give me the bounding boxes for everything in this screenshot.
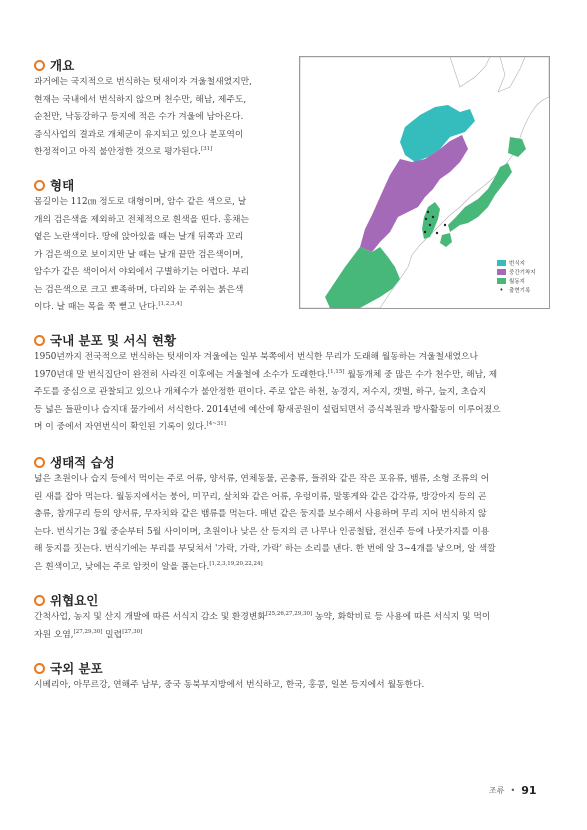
wintering-hokkaido	[508, 137, 526, 157]
section-bullet-icon	[34, 595, 45, 606]
legend-item-breeding: 번식지	[497, 258, 536, 267]
ecology-paragraph: 넓은 초원이나 습지 등에서 먹이는 주로 어류, 양서류, 연체동물, 곤충류, 들쥐와 같은 작은 포유류, 뱀류, 소형 조류의 어 린 새를 잡아 먹는다. 월동지에서는 붕어, 미꾸리, 살치와 같은 어류, 우렁이류, 말똥게와 같은 갑각류, 방강아지 등의 곤 충류, 참개구리 등의 양서류, 무자치와 같은 뱀류를 먹는다. 매년 같은 둥지를 보수해서 사용하며 무리 지어 번식하지 않 는다. 번식기는 3월 중순부터 5월 사이이며, 초원이나 낮은 산 등지의 큰 나무나 인공철탑, 전신주 등에 나뭇가지를 이용 해 둥지를 짓는다. 번식기에는 부리를 부딪쳐서 '가락, 가락, 가락' 하는 소리를 낸다. 한 번에 알 3~4개를 낳으며, 알 색깔 은 흰색이고, 낮에는 주로 암컷이 알을 품는다.[1,2,3,19,20,22,24]	[34, 474, 496, 572]
legend-swatch	[497, 260, 506, 266]
citation: [1,2,3,4]	[158, 301, 182, 308]
citation: [4~31]	[206, 421, 226, 428]
legend-swatch	[497, 269, 506, 275]
section-bullet-icon	[34, 180, 45, 191]
legend-swatch	[497, 278, 506, 284]
citation: [1,15]	[328, 368, 345, 375]
section-bullet-icon	[34, 663, 45, 674]
domestic-paragraph: 1950년까지 전국적으로 번식하는 텃새이자 겨울에는 일부 북쪽에서 번식한 무리가 도래해 월동하는 겨울철새였으나 1970년대 말 번식집단이 완전히 사라진 이후에는 겨울철에 소수가 도래한다.[1,15] 월동개체 중 많은 수가 천수만, 해남, 제 주도를 중심으로 관찰되고 있으나 개체수가 불안정한 편이다. 주로 얕은 하천, 농경지, 저수지, 갯벌, 하구, 늪지, 초습지 등 넓은 들판이나 습지대 물가에서 서식한다. 2014년에 예산에 황새공원이 설립되면서 증식복원과 방사활동이 이루어졌으 며 이 중에서 자연번식이 확인된 기록이 있다.[4~31]	[34, 352, 501, 432]
citation: [1,2,3,19,20,22,24]	[209, 560, 263, 567]
record-dot-icon: •	[499, 285, 504, 294]
citation: [25,26,27,29,30]	[265, 611, 313, 618]
footer-separator: •	[510, 786, 516, 795]
overview-paragraph: 과거에는 국지적으로 번식하는 텃새이자 겨울철새였지만, 현재는 국내에서 번식하지 않으며 천수만, 해남, 제주도, 순천만, 낙동강하구 등지에 적은 수가 겨울에 남아온다. 증식사업의 결과로 개체군이 유지되고 있으나 분포역이 한정적이고 아직 불안정한 것으로 평가된다.[31]	[34, 77, 252, 157]
section-title-overview: 개요	[34, 56, 74, 74]
section-title-domestic: 국내 분포 및 서식 현황	[34, 331, 176, 349]
page-number: 91	[521, 784, 537, 797]
morphology-paragraph: 몸길이는 112㎝ 정도로 대형이며, 암수 같은 색으로, 날 개의 검은색을 제외하고 전체적으로 흰색을 띤다. 홍채는 옅은 노란색이다. 땅에 앉아있을 때는 날개 뒤쪽과 꼬리 가 검은색으로 보이지만 날 때는 날개 끝만 검은색이며, 암수가 같은 색이어서 야외에서 구별하기는 어렵다. 부리 는 검은색으로 크고 뾰족하며, 다리와 눈 주위는 붉은색 이다. 날 때는 목을 쭉 뻗고 난다.[1,2,3,4]	[34, 197, 250, 312]
section-bullet-icon	[34, 335, 45, 346]
footer-section: 조류	[489, 786, 505, 795]
wintering-kyushu	[440, 233, 452, 247]
citation: [27,29,30]	[73, 628, 103, 635]
threats-paragraph: 간척사업, 농지 및 산지 개발에 따른 서식지 감소 및 환경변화[25,26,27,29,30] 농약, 화학비료 등 사용에 따른 서식지 및 먹이 자원 오염,[27,29,30] 밀렵[27,30]	[34, 611, 491, 640]
section-bullet-icon	[34, 457, 45, 468]
section-title-ecology: 생태적 습성	[34, 453, 115, 471]
section-title-morphology: 형태	[34, 176, 74, 194]
legend-item-stopover: 중간기착지	[497, 267, 536, 276]
section-title-overseas: 국외 분포	[34, 659, 103, 677]
legend-item-records: • 출현기록	[497, 285, 536, 294]
legend-item-wintering: 월동지	[497, 276, 536, 285]
section-title-threats: 위협요인	[34, 591, 98, 609]
overseas-paragraph: 시베리아, 아무르강, 연해주 남부, 중국 동북부지방에서 번식하고, 한국, 홍콩, 일본 등지에서 월동한다.	[34, 680, 425, 690]
map-legend	[497, 258, 536, 294]
page-footer	[489, 784, 537, 797]
citation: [27,30]	[122, 628, 143, 635]
section-bullet-icon	[34, 60, 45, 71]
citation: [31]	[200, 146, 213, 153]
